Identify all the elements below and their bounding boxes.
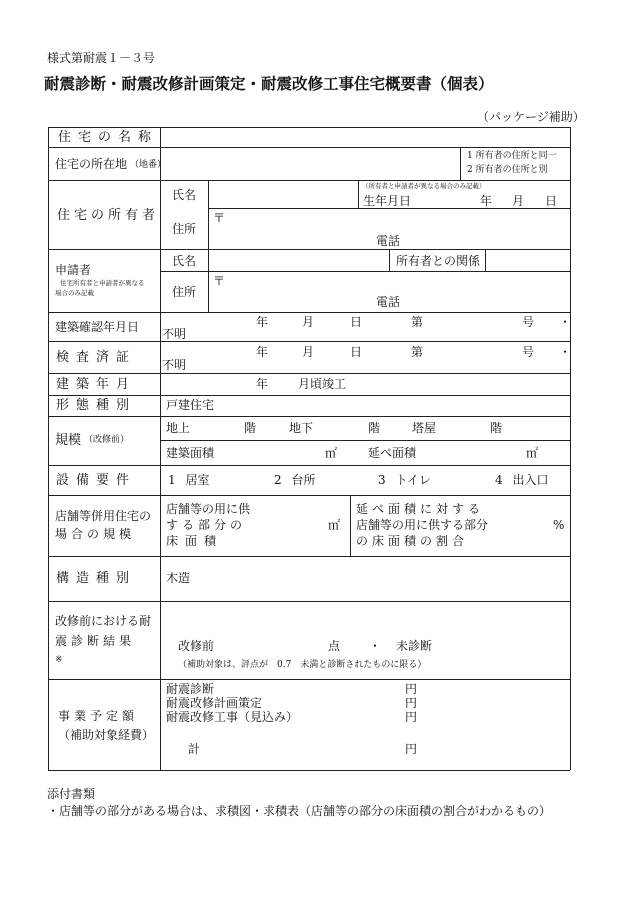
- applicant-postal-mark: 〒: [213, 274, 226, 288]
- inspection-month-mark: 月: [302, 345, 315, 359]
- diagnosis-label-line1: 改修前における耐: [55, 614, 152, 628]
- above-ground-label: 地上: [166, 421, 191, 435]
- form-type-value: 戸建住宅: [166, 398, 215, 412]
- confirm-date-label: 建築確認年月日: [55, 320, 140, 334]
- equipment-label: 設備要件: [56, 473, 137, 488]
- tower-label: 塔屋: [412, 421, 437, 435]
- above-floor-mark: 階: [244, 421, 257, 435]
- diagnosis-dot: ・: [369, 639, 382, 653]
- equipment-room[interactable]: 1 居室: [168, 473, 210, 487]
- below-floor-mark: 階: [368, 421, 381, 435]
- tower-floor-mark: 階: [490, 421, 503, 435]
- budget-yen-work: 円: [405, 710, 418, 724]
- attachments-title: 添付書類: [47, 787, 96, 801]
- birth-day-mark: 日: [545, 194, 558, 208]
- owner-address-label: 住所: [172, 222, 197, 236]
- diagnosis-point-mark: 点: [328, 639, 341, 653]
- confirm-year-mark: 年: [256, 315, 269, 329]
- budget-item-work: 耐震改修工事（見込み）: [166, 710, 299, 724]
- budget-sublabel: （補助対象経費）: [58, 728, 155, 742]
- confirm-unknown[interactable]: 不明: [162, 327, 187, 341]
- total-area-unit: ㎡: [526, 446, 539, 460]
- ratio-percent-unit: %: [553, 518, 565, 532]
- applicant-name-label: 氏名: [172, 254, 197, 268]
- scale-label: 規模: [55, 433, 82, 448]
- birth-month-mark: 月: [512, 194, 525, 208]
- document-title: 耐震診断・耐震改修計画策定・耐震改修工事住宅概要書（個表）: [44, 75, 494, 93]
- diagnosis-before-label: 改修前: [178, 639, 215, 653]
- budget-item-diagnosis: 耐震診断: [166, 682, 215, 696]
- confirm-dot: ・: [559, 315, 572, 329]
- built-suffix: 月頃竣工: [298, 377, 347, 391]
- inspection-label: 検査済証: [56, 350, 137, 365]
- shop-area-unit: ㎡: [328, 518, 341, 532]
- diagnosis-label-line2: 震診断結果: [55, 634, 136, 648]
- building-area-label: 建築面積: [166, 446, 215, 460]
- budget-yen-plan: 円: [405, 696, 418, 710]
- inspection-unknown[interactable]: 不明: [162, 358, 187, 372]
- structure-value: 木造: [166, 571, 191, 585]
- confirm-day-mark: 日: [350, 315, 363, 329]
- inspection-dot: ・: [559, 345, 572, 359]
- inspection-day-mark: 日: [350, 345, 363, 359]
- inspection-year-mark: 年: [256, 345, 269, 359]
- budget-item-plan: 耐震改修計画策定: [166, 696, 263, 710]
- diagnosis-footnote-mark: ※: [55, 655, 63, 665]
- applicant-label: 申請者: [55, 263, 92, 277]
- building-area-unit: ㎡: [325, 446, 338, 460]
- location-lot-note: （地番）: [130, 160, 167, 170]
- location-option-same[interactable]: 1 所有者の住所と同一: [467, 151, 557, 161]
- owner-name-label: 氏名: [172, 188, 197, 202]
- shop-area-line1: 店舗等の用に供: [166, 502, 251, 516]
- birth-year-mark: 年: [480, 194, 493, 208]
- shop-label-line2: 場合の規模: [55, 527, 136, 541]
- applicant-address-label: 住所: [172, 285, 197, 299]
- ratio-line1: 延べ面積に対する: [356, 502, 485, 516]
- built-year-mark: 年: [256, 377, 269, 391]
- attachments-item: ・店舗等の部分がある場合は、求積図・求積表（店舗等の部分の床面積の割合がわかるもの）: [47, 804, 552, 818]
- built-date-label: 建築年月: [56, 377, 137, 392]
- equipment-toilet[interactable]: 3 トイレ: [378, 473, 431, 487]
- owner-postal-mark: 〒: [213, 211, 226, 225]
- inspection-number-mark: 第: [411, 345, 424, 359]
- relation-label: 所有者との関係: [396, 254, 481, 268]
- budget-total-label: 計: [188, 742, 201, 756]
- scale-note: （改修前）: [84, 435, 130, 445]
- budget-yen-diagnosis: 円: [405, 682, 418, 696]
- house-name-label: 住宅の名称: [58, 130, 159, 145]
- house-location-label: 住宅の所在地: [55, 157, 128, 171]
- confirm-month-mark: 月: [302, 315, 315, 329]
- applicant-note-line2: 場合のみ記載: [55, 289, 94, 297]
- equipment-entrance[interactable]: 4 出入口: [495, 473, 549, 487]
- budget-yen-total: 円: [405, 742, 418, 756]
- location-option-different[interactable]: 2 所有者の住所と別: [467, 165, 548, 175]
- house-name-field[interactable]: [165, 130, 565, 145]
- birth-date-label: 生年月日: [363, 194, 412, 208]
- budget-label: 事業予定額: [58, 709, 139, 723]
- ratio-line3: の床面積の割合: [356, 534, 469, 548]
- below-ground-label: 地下: [289, 421, 314, 435]
- equipment-kitchen[interactable]: 2 台所: [274, 473, 316, 487]
- confirm-go-mark: 号: [522, 315, 535, 329]
- applicant-note-line1: 住宅所有者と申請者が異なる: [60, 279, 145, 287]
- ratio-line2: 店舗等の用に供する部分: [356, 518, 489, 532]
- package-label: （パッケージ補助）: [477, 110, 585, 124]
- inspection-go-mark: 号: [522, 345, 535, 359]
- owner-phone-label: 電話: [376, 234, 401, 248]
- form-number: 様式第耐震１－３号: [47, 51, 156, 65]
- confirm-number-mark: 第: [411, 315, 424, 329]
- form-type-label: 形態種別: [56, 398, 137, 413]
- structure-label: 構造種別: [56, 571, 137, 586]
- applicant-phone-label: 電話: [376, 295, 401, 309]
- diagnosis-undiagnosed[interactable]: 未診断: [396, 639, 433, 653]
- total-area-label: 延べ面積: [368, 446, 417, 460]
- diagnosis-note: （補助対象は、評点が 0.7 未満と診断されたものに限る）: [178, 660, 427, 670]
- shop-area-line2: する部分の: [166, 518, 247, 532]
- shop-label-line1: 店舗等併用住宅の: [55, 509, 152, 523]
- owner-birth-note: （所有者と申請者が異なる場合のみ記載）: [362, 182, 486, 190]
- shop-area-line3: 床面積: [166, 534, 224, 548]
- owner-label: 住宅の所有者: [57, 208, 160, 223]
